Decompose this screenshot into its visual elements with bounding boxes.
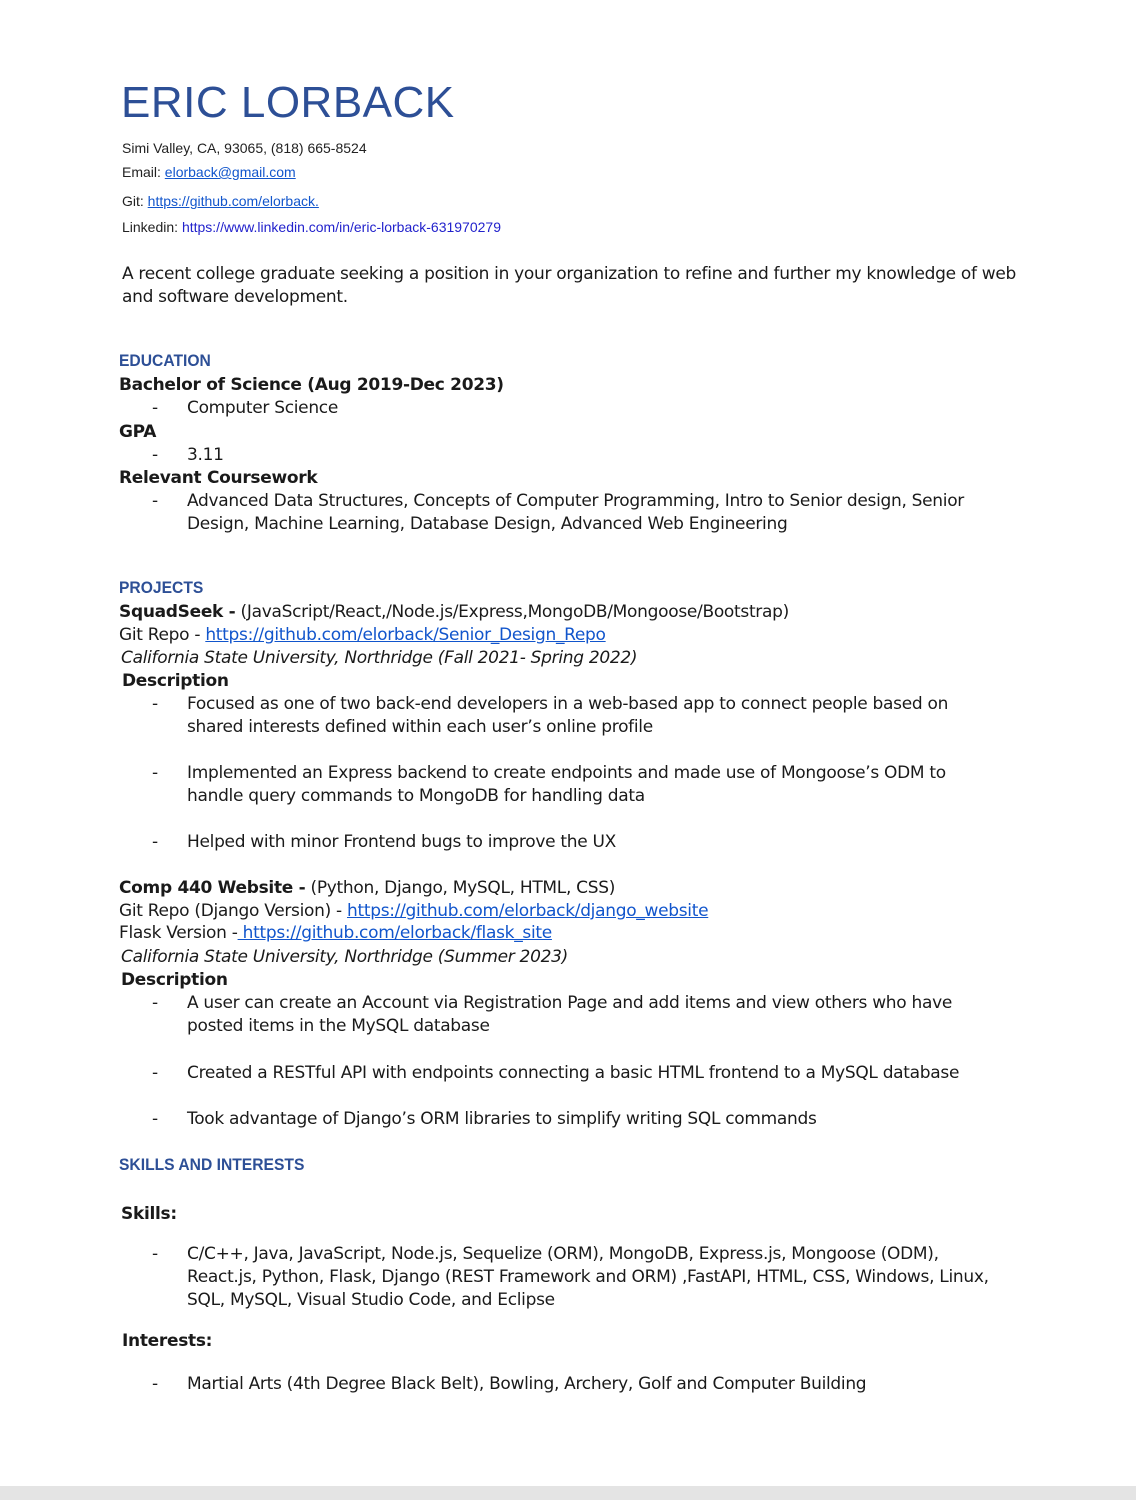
bullet-dash: - (152, 993, 158, 1013)
bullet-dash: - (152, 832, 158, 852)
linkedin-label: Linkedin: (122, 219, 182, 235)
project-tech: (JavaScript/React,/Node.js/Express,MongoDB/Mongoose/Bootstrap) (235, 602, 789, 622)
coursework-label: Relevant Coursework (119, 468, 318, 488)
summary-paragraph: A recent college graduate seeking a position in your organization to refine and further my knowledge of web and software development. (122, 264, 1017, 307)
project-name: SquadSeek - (119, 602, 236, 622)
bullet-dash: - (152, 1109, 158, 1129)
project-title-line (119, 601, 789, 624)
flask-label: Flask Version - (119, 923, 238, 943)
linkedin-link[interactable]: https://www.linkedin.com/in/eric-lorback-631970279 (181, 219, 501, 235)
list-item-text: Took advantage of Django’s ORM libraries to simplify writing SQL commands (187, 1109, 817, 1129)
projects-heading: PROJECTS (119, 578, 204, 597)
education-heading: EDUCATION (119, 351, 211, 370)
git-line (122, 193, 319, 209)
interests-text: Martial Arts (4th Degree Black Belt), Bowling, Archery, Golf and Computer Building (187, 1374, 867, 1394)
flask-repo-line (119, 922, 552, 945)
candidate-name: ERIC LORBACK (121, 78, 455, 127)
list-item-text: Created a RESTful API with endpoints connecting a basic HTML frontend to a MySQL database (187, 1063, 960, 1083)
project-school: California State University, Northridge (Fall 2021- Spring 2022) (121, 648, 638, 668)
email-line (122, 164, 296, 180)
address-line: Simi Valley, CA, 93065, (818) 665-8524 (122, 140, 367, 156)
description-label: Description (122, 671, 229, 691)
viewer-bottom-bar (0, 1486, 1136, 1500)
bullet-dash: - (152, 398, 158, 418)
gpa-value: 3.11 (187, 445, 224, 465)
bullet-dash: - (152, 763, 158, 783)
repo-label: Git Repo - (119, 625, 206, 645)
list-item-text: Focused as one of two back-end developers in a web-based app to connect people based on shared interests defined within each user’s online profile (187, 694, 949, 737)
bullet-dash: - (152, 694, 158, 714)
linkedin-line (122, 219, 501, 235)
git-link[interactable]: https://github.com/elorback. (147, 193, 319, 209)
bullet-dash: - (152, 1374, 158, 1394)
repo-link[interactable]: https://github.com/elorback/django_website (347, 901, 709, 921)
list-item-text: Implemented an Express backend to create endpoints and made use of Mongoose’s ODM to handle query commands to MongoDB for handling data (187, 763, 946, 806)
coursework-text: Advanced Data Structures, Concepts of Computer Programming, Intro to Senior design, Senior Design, Machine Learning, Database Design, Advanced Web Engineering (187, 491, 964, 534)
email-link[interactable]: elorback@gmail.com (164, 164, 296, 180)
project-repo-line (119, 900, 708, 923)
list-item-text: A user can create an Account via Registration Page and add items and view others who have posted items in the MySQL database (187, 993, 952, 1036)
project-school: California State University, Northridge (Summer 2023) (121, 947, 568, 967)
skills-text: C/C++, Java, JavaScript, Node.js, Sequelize (ORM), MongoDB, Express.js, Mongoose (ODM), React.js, Python, Flask, Django (REST Framework and ORM) ,FastAPI, HTML, CSS, Windows, Linux, SQL, MySQL, Visual Studio Code, and Eclipse (187, 1244, 989, 1310)
repo-link[interactable]: https://github.com/elorback/Senior_Design_Repo (205, 625, 606, 645)
project-tech: (Python, Django, MySQL, HTML, CSS) (305, 878, 616, 898)
project-name: Comp 440 Website - (119, 878, 306, 898)
bullet-dash: - (152, 1244, 158, 1264)
repo-label: Git Repo (Django Version) - (119, 901, 347, 921)
project-title-line (119, 877, 615, 900)
interests-label: Interests: (122, 1331, 213, 1351)
git-label: Git: (122, 193, 148, 209)
list-item-text: Helped with minor Frontend bugs to improve the UX (187, 832, 616, 852)
skills-label: Skills: (121, 1204, 177, 1224)
email-label: Email: (122, 164, 165, 180)
gpa-label: GPA (119, 422, 157, 442)
bullet-dash: - (152, 491, 158, 511)
major-text: Computer Science (187, 398, 339, 418)
description-label: Description (121, 970, 228, 990)
flask-link[interactable]: https://github.com/elorback/flask_site (237, 923, 552, 943)
project-repo-line (119, 624, 606, 647)
bullet-dash: - (152, 445, 158, 465)
bullet-dash: - (152, 1063, 158, 1083)
degree-title: Bachelor of Science (Aug 2019-Dec 2023) (119, 375, 504, 395)
skills-heading: SKILLS AND INTERESTS (119, 1155, 305, 1174)
